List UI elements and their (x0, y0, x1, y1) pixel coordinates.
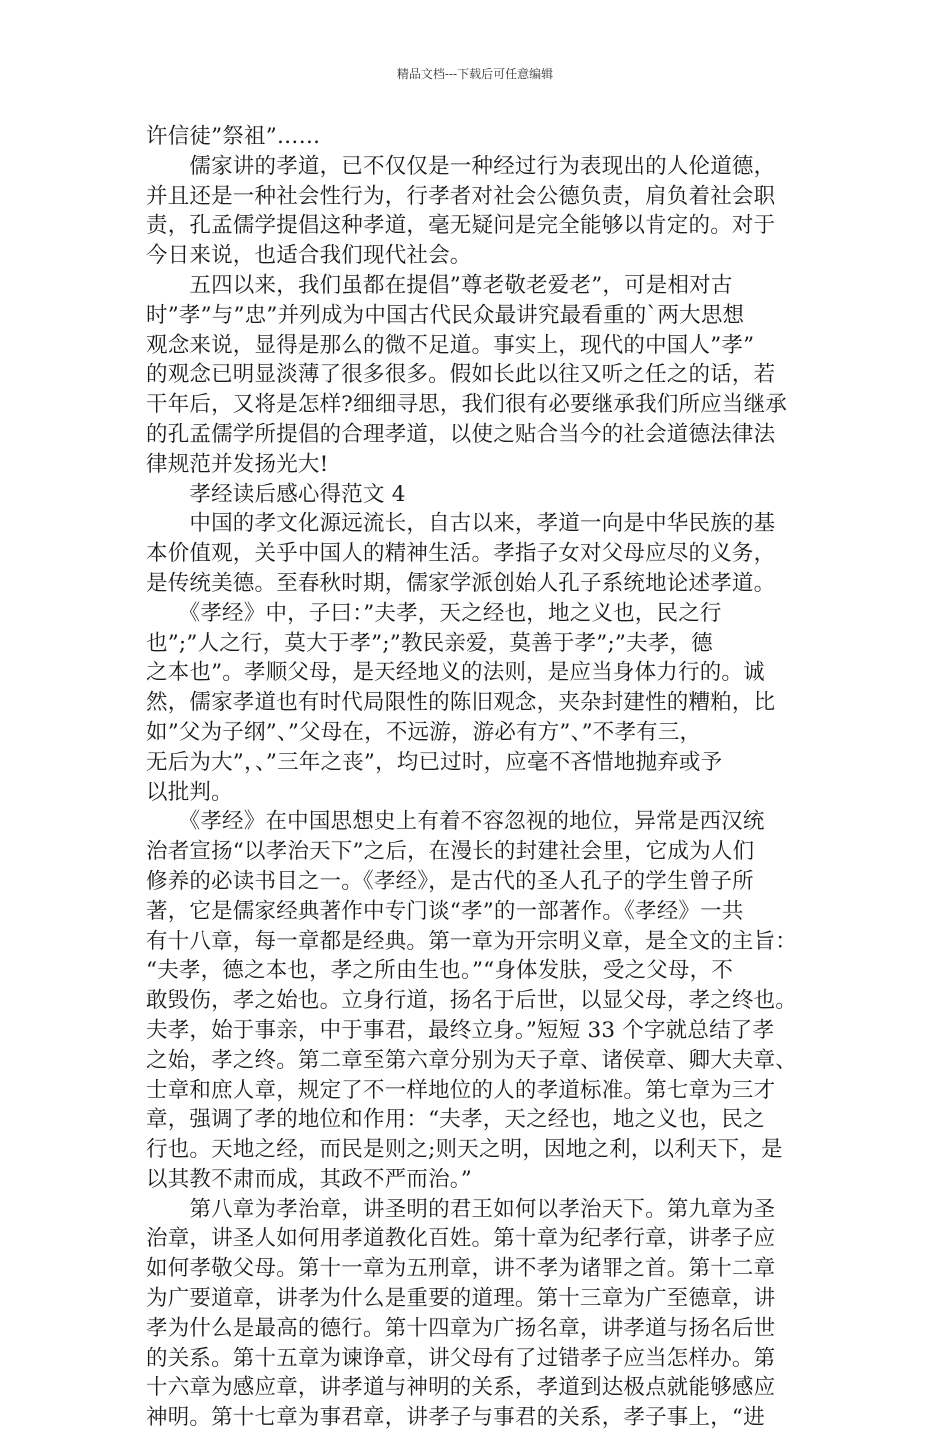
text-line: 无后为大”，、”三年之丧”，均已过时，应毫不吝惜地抛弃或予 (146, 749, 723, 775)
text-line: 著，它是儒家经典著作中专门谈“孝”的一部著作。《孝经》一共 (146, 898, 744, 924)
text-line: 许信徒”祭祖”…… (146, 124, 321, 149)
text-line: 今日来说，也适合我们现代社会。 (146, 243, 472, 269)
document-body (146, 122, 810, 1433)
text-line: 本价值观，关乎中国人的精神生活。孝指子女对父母应尽的义务， (146, 541, 776, 567)
text-line: 的孔孟儒学所提倡的合理孝道，以使之贴合当今的社会道德法律法 (146, 421, 776, 447)
text-line: 观念来说，显得是那么的微不足道。事实上，现代的中国人”孝” (146, 332, 755, 358)
text-line: 有十八章，每一章都是经典。第一章为开宗明义章，是全文的主旨： (146, 928, 798, 954)
text-line: 治章，讲圣人如何用孝道教化百姓。第十章为纪孝行章，讲孝子应 (146, 1226, 776, 1252)
text-line: 的关系。第十五章为谏诤章，讲父母有了过错孝子应当怎样办。第 (146, 1345, 776, 1371)
text-line: 修养的必读书目之一。《孝经》，是古代的圣人孔子的学生曾子所 (146, 868, 754, 894)
text-line: 敢毁伤，孝之始也。立身行道，扬名于后世，以显父母，孝之终也。 (146, 988, 798, 1014)
text-line: 律规范并发扬光大! (146, 451, 329, 477)
text-line: 孝经读后感心得范文 4 (146, 481, 406, 507)
text-line: 士章和庶人章，规定了不一样地位的人的孝道标准。第七章为三才 (146, 1077, 776, 1103)
text-line: 孝为什么是最高的德行。第十四章为广扬名章，讲孝道与扬名后世 (146, 1315, 776, 1341)
text-line: 干年后，又将是怎样?细细寻思，我们很有必要继承我们所应当继承 (146, 392, 788, 418)
text-line: 然，儒家孝道也有时代局限性的陈旧观念，夹杂封建性的糟粕，比 (146, 690, 776, 716)
text-line: 神明。第十七章为事君章，讲孝子与事君的关系，孝子事上，“进 (146, 1405, 765, 1431)
text-line: 五四以来，我们虽都在提倡”尊老敬老爱老”，可是相对古 (146, 272, 733, 298)
text-line: 之本也”。孝顺父母，是天经地义的法则，是应当身体力行的。诚 (146, 660, 765, 686)
text-line: 是传统美德。至春秋时期，儒家学派创始人孔子系统地论述孝道。 (146, 570, 776, 596)
text-line: 《孝经》中，子曰：”夫孝，天之经也，地之义也，民之行 (146, 600, 722, 626)
text-line: “夫孝，德之本也，孝之所由生也。”“身体发肤，受之父母，不 (146, 958, 734, 984)
text-line: 以其教不肃而成，其政不严而治。” (146, 1166, 472, 1192)
text-line: 章，强调了孝的地位和作用：“夫孝，天之经也，地之义也，民之 (146, 1107, 765, 1133)
text-line: 夫孝，始于事亲，中于事君，最终立身。”短短 33 个字就总结了孝 (146, 1017, 775, 1043)
text-line: 中国的孝文化源远流长，自古以来，孝道一向是中华民族的基 (146, 511, 776, 537)
text-line: 《孝经》在中国思想史上有着不容忽视的地位，异常是西汉统 (146, 809, 765, 835)
text-line: 之始，孝之终。第二章至第六章分别为天子章、诸侯章、卿大夫章、 (146, 1047, 798, 1073)
text-line: 为广要道章，讲孝为什么是重要的道理。第十三章为广至德章，讲 (146, 1286, 776, 1312)
text-line: 儒家讲的孝道，已不仅仅是一种经过行为表现出的人伦道德， (146, 153, 776, 179)
text-line: 以批判。 (146, 779, 233, 805)
text-line: 的观念已明显淡薄了很多很多。假如长此以往又听之任之的话，若 (146, 362, 776, 388)
text-line: 治者宣扬“以孝治天下”之后，在漫长的封建社会里，它成为人们 (146, 839, 755, 865)
text-line: 行也。天地之经，而民是则之;则天之明，因地之利，以利天下，是 (146, 1137, 783, 1163)
text-line: 如何孝敬父母。第十一章为五刑章，讲不孝为诸罪之首。第十二章 (146, 1256, 776, 1282)
text-line: 责，孔孟儒学提倡这种孝道，毫无疑问是完全能够以肯定的。对于 (146, 213, 776, 239)
text-line: 如”父为子纲”、”父母在，不远游，游必有方”、”不孝有三， (146, 719, 702, 745)
text-line: 第八章为孝治章，讲圣明的君王如何以孝治天下。第九章为圣 (146, 1196, 776, 1222)
text-line: 时”孝”与”忠”并列成为中国古代民众最讲究最看重的`两大思想 (146, 302, 745, 328)
text-line: 也”;”人之行，莫大于孝”;”教民亲爱，莫善于孝”;”夫孝，德 (146, 630, 713, 656)
text-line: 十六章为感应章，讲孝道与神明的关系，孝道到达极点就能够感应 (146, 1375, 776, 1401)
page-header: 精品文档---下载后可任意编辑 (396, 67, 554, 81)
text-line: 并且还是一种社会性行为，行孝者对社会公德负责，肩负着社会职 (146, 183, 776, 209)
